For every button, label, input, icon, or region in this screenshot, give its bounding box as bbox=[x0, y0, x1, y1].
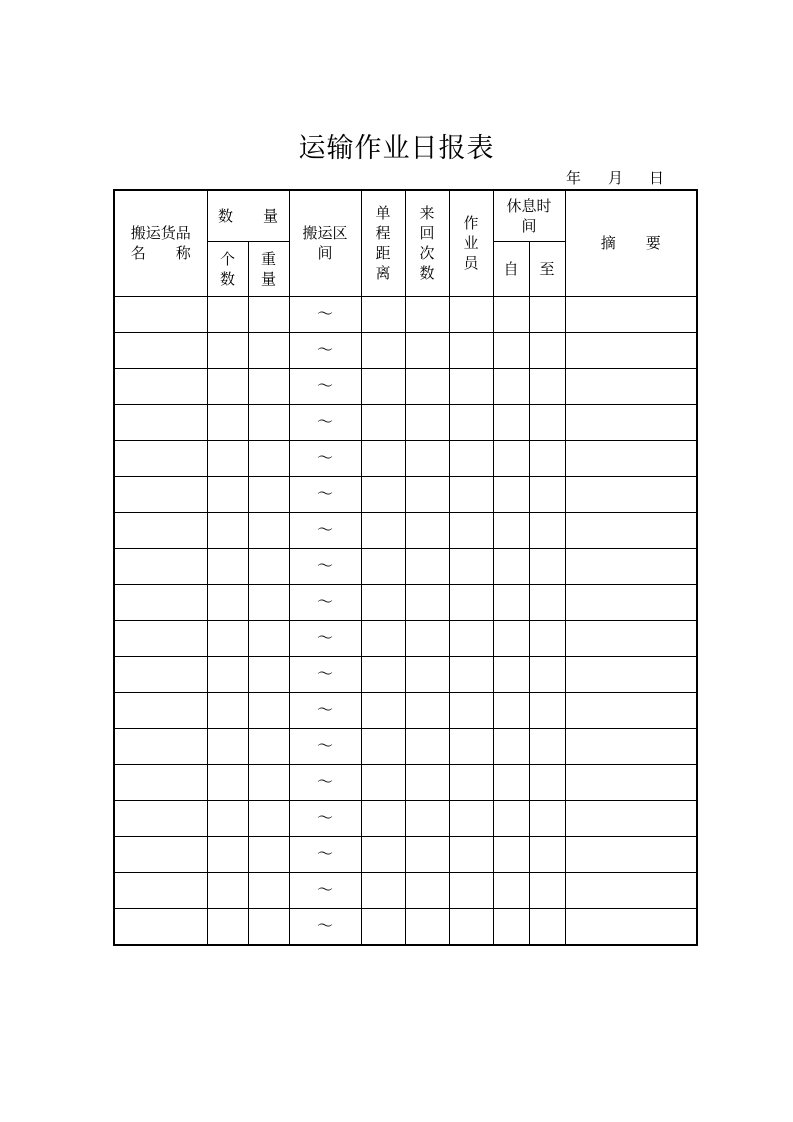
section-cell[interactable] bbox=[289, 872, 361, 908]
table-row bbox=[114, 368, 697, 404]
operator-cell[interactable] bbox=[449, 476, 493, 512]
table-row bbox=[114, 548, 697, 584]
round-trips-cell[interactable] bbox=[405, 728, 449, 764]
header-rest-to: 至 bbox=[529, 241, 565, 296]
distance-cell[interactable] bbox=[361, 404, 405, 440]
goods-name-cell[interactable] bbox=[114, 764, 207, 800]
rest-from-cell[interactable] bbox=[493, 440, 529, 476]
distance-cell[interactable] bbox=[361, 332, 405, 368]
summary-cell[interactable] bbox=[565, 764, 697, 800]
rest-from-cell[interactable] bbox=[493, 296, 529, 332]
range-separator: ～ bbox=[317, 484, 334, 503]
rest-to-cell[interactable] bbox=[529, 620, 565, 656]
weight-cell[interactable] bbox=[248, 404, 289, 440]
report-table bbox=[113, 189, 698, 946]
operator-cell[interactable] bbox=[449, 548, 493, 584]
distance-cell[interactable] bbox=[361, 476, 405, 512]
section-cell[interactable] bbox=[289, 548, 361, 584]
count-cell[interactable] bbox=[207, 692, 248, 728]
distance-cell[interactable] bbox=[361, 296, 405, 332]
round-trips-cell[interactable] bbox=[405, 656, 449, 692]
weight-cell[interactable] bbox=[248, 872, 289, 908]
goods-name-cell[interactable] bbox=[114, 584, 207, 620]
weight-cell[interactable] bbox=[248, 656, 289, 692]
range-separator: ～ bbox=[317, 448, 334, 467]
summary-cell[interactable] bbox=[565, 368, 697, 404]
round-trips-cell[interactable] bbox=[405, 764, 449, 800]
weight-cell[interactable] bbox=[248, 584, 289, 620]
header-section: 搬运区 间 bbox=[289, 190, 361, 296]
operator-cell[interactable] bbox=[449, 512, 493, 548]
round-trips-cell[interactable] bbox=[405, 512, 449, 548]
section-cell[interactable] bbox=[289, 656, 361, 692]
rest-from-cell[interactable] bbox=[493, 476, 529, 512]
count-cell[interactable] bbox=[207, 404, 248, 440]
round-trips-cell[interactable] bbox=[405, 908, 449, 945]
round-trips-cell[interactable] bbox=[405, 548, 449, 584]
table-row bbox=[114, 584, 697, 620]
distance-cell[interactable] bbox=[361, 872, 405, 908]
summary-cell[interactable] bbox=[565, 512, 697, 548]
range-separator: ～ bbox=[317, 736, 334, 755]
header-goods-name: 搬运货品 名 称 bbox=[114, 190, 207, 296]
table-row bbox=[114, 512, 697, 548]
operator-cell[interactable] bbox=[449, 656, 493, 692]
section-cell[interactable] bbox=[289, 908, 361, 945]
round-trips-cell[interactable] bbox=[405, 332, 449, 368]
range-separator: ～ bbox=[317, 592, 334, 611]
table-row bbox=[114, 656, 697, 692]
weight-cell[interactable] bbox=[248, 764, 289, 800]
rest-from-cell[interactable] bbox=[493, 656, 529, 692]
distance-cell[interactable] bbox=[361, 548, 405, 584]
section-cell[interactable] bbox=[289, 764, 361, 800]
summary-cell[interactable] bbox=[565, 620, 697, 656]
range-separator: ～ bbox=[317, 916, 334, 935]
header-one-way-distance: 单 程 距 离 bbox=[361, 190, 405, 296]
round-trips-cell[interactable] bbox=[405, 476, 449, 512]
table-row bbox=[114, 476, 697, 512]
summary-cell[interactable] bbox=[565, 656, 697, 692]
weight-cell[interactable] bbox=[248, 728, 289, 764]
section-cell[interactable] bbox=[289, 332, 361, 368]
table-row bbox=[114, 728, 697, 764]
distance-cell[interactable] bbox=[361, 764, 405, 800]
round-trips-cell[interactable] bbox=[405, 440, 449, 476]
weight-cell[interactable] bbox=[248, 476, 289, 512]
distance-cell[interactable] bbox=[361, 836, 405, 872]
distance-cell[interactable] bbox=[361, 620, 405, 656]
goods-name-cell[interactable] bbox=[114, 620, 207, 656]
rest-from-cell[interactable] bbox=[493, 872, 529, 908]
section-cell[interactable] bbox=[289, 296, 361, 332]
round-trips-cell[interactable] bbox=[405, 620, 449, 656]
count-cell[interactable] bbox=[207, 368, 248, 404]
table-row bbox=[114, 908, 697, 945]
count-cell[interactable] bbox=[207, 872, 248, 908]
table-row bbox=[114, 296, 697, 332]
section-cell[interactable] bbox=[289, 584, 361, 620]
goods-name-cell[interactable] bbox=[114, 512, 207, 548]
range-separator: ～ bbox=[317, 520, 334, 539]
round-trips-cell[interactable] bbox=[405, 872, 449, 908]
count-cell[interactable] bbox=[207, 296, 248, 332]
distance-cell[interactable] bbox=[361, 656, 405, 692]
round-trips-cell[interactable] bbox=[405, 836, 449, 872]
weight-cell[interactable] bbox=[248, 440, 289, 476]
rest-to-cell[interactable] bbox=[529, 512, 565, 548]
goods-name-cell[interactable] bbox=[114, 296, 207, 332]
rest-to-cell[interactable] bbox=[529, 908, 565, 945]
distance-cell[interactable] bbox=[361, 512, 405, 548]
rest-to-cell[interactable] bbox=[529, 836, 565, 872]
operator-cell[interactable] bbox=[449, 440, 493, 476]
date-day-label: 日 bbox=[649, 169, 665, 187]
rest-from-cell[interactable] bbox=[493, 692, 529, 728]
rest-to-cell[interactable] bbox=[529, 764, 565, 800]
distance-cell[interactable] bbox=[361, 368, 405, 404]
distance-cell[interactable] bbox=[361, 440, 405, 476]
count-cell[interactable] bbox=[207, 584, 248, 620]
range-separator: ～ bbox=[317, 556, 334, 575]
rest-from-cell[interactable] bbox=[493, 512, 529, 548]
weight-cell[interactable] bbox=[248, 908, 289, 945]
rest-from-cell[interactable] bbox=[493, 584, 529, 620]
weight-cell[interactable] bbox=[248, 836, 289, 872]
section-cell[interactable] bbox=[289, 368, 361, 404]
goods-name-cell[interactable] bbox=[114, 656, 207, 692]
count-cell[interactable] bbox=[207, 656, 248, 692]
rest-from-cell[interactable] bbox=[493, 332, 529, 368]
operator-cell[interactable] bbox=[449, 620, 493, 656]
rest-to-cell[interactable] bbox=[529, 584, 565, 620]
round-trips-cell[interactable] bbox=[405, 800, 449, 836]
weight-cell[interactable] bbox=[248, 800, 289, 836]
operator-cell[interactable] bbox=[449, 692, 493, 728]
summary-cell[interactable] bbox=[565, 908, 697, 945]
round-trips-cell[interactable] bbox=[405, 692, 449, 728]
weight-cell[interactable] bbox=[248, 512, 289, 548]
goods-name-cell[interactable] bbox=[114, 332, 207, 368]
range-separator: ～ bbox=[317, 700, 334, 719]
rest-to-cell[interactable] bbox=[529, 656, 565, 692]
rest-to-cell[interactable] bbox=[529, 548, 565, 584]
count-cell[interactable] bbox=[207, 764, 248, 800]
rest-to-cell[interactable] bbox=[529, 332, 565, 368]
range-separator: ～ bbox=[317, 808, 334, 827]
header-operator: 作 业 员 bbox=[449, 190, 493, 296]
header-rest-from: 自 bbox=[493, 241, 529, 296]
operator-cell[interactable] bbox=[449, 368, 493, 404]
section-cell[interactable] bbox=[289, 620, 361, 656]
section-cell[interactable] bbox=[289, 440, 361, 476]
section-cell[interactable] bbox=[289, 800, 361, 836]
summary-cell[interactable] bbox=[565, 548, 697, 584]
range-separator: ～ bbox=[317, 772, 334, 791]
rest-to-cell[interactable] bbox=[529, 728, 565, 764]
count-cell[interactable] bbox=[207, 332, 248, 368]
section-cell[interactable] bbox=[289, 836, 361, 872]
header-count: 个 数 bbox=[207, 241, 248, 296]
rest-from-cell[interactable] bbox=[493, 404, 529, 440]
range-separator: ～ bbox=[317, 340, 334, 359]
range-separator: ～ bbox=[317, 304, 334, 323]
rest-to-cell[interactable] bbox=[529, 296, 565, 332]
distance-cell[interactable] bbox=[361, 800, 405, 836]
distance-cell[interactable] bbox=[361, 728, 405, 764]
table-row bbox=[114, 764, 697, 800]
distance-cell[interactable] bbox=[361, 584, 405, 620]
header-weight: 重 量 bbox=[248, 241, 289, 296]
distance-cell[interactable] bbox=[361, 908, 405, 945]
round-trips-cell[interactable] bbox=[405, 368, 449, 404]
range-separator: ～ bbox=[317, 880, 334, 899]
page-title: 运输作业日报表 bbox=[298, 133, 495, 164]
summary-cell[interactable] bbox=[565, 296, 697, 332]
range-separator: ～ bbox=[317, 844, 334, 863]
header-round-trips: 来 回 次 数 bbox=[405, 190, 449, 296]
summary-cell[interactable] bbox=[565, 692, 697, 728]
table-row bbox=[114, 332, 697, 368]
weight-cell[interactable] bbox=[248, 368, 289, 404]
section-cell[interactable] bbox=[289, 728, 361, 764]
table-row bbox=[114, 620, 697, 656]
rest-to-cell[interactable] bbox=[529, 476, 565, 512]
rest-to-cell[interactable] bbox=[529, 440, 565, 476]
weight-cell[interactable] bbox=[248, 692, 289, 728]
goods-name-cell[interactable] bbox=[114, 692, 207, 728]
operator-cell[interactable] bbox=[449, 332, 493, 368]
summary-cell[interactable] bbox=[565, 404, 697, 440]
summary-cell[interactable] bbox=[565, 872, 697, 908]
date-year-label: 年 bbox=[566, 169, 582, 187]
rest-from-cell[interactable] bbox=[493, 836, 529, 872]
count-cell[interactable] bbox=[207, 548, 248, 584]
header-quantity: 数 量 bbox=[207, 190, 289, 241]
rest-from-cell[interactable] bbox=[493, 620, 529, 656]
goods-name-cell[interactable] bbox=[114, 872, 207, 908]
goods-name-cell[interactable] bbox=[114, 836, 207, 872]
goods-name-cell[interactable] bbox=[114, 548, 207, 584]
operator-cell[interactable] bbox=[449, 404, 493, 440]
weight-cell[interactable] bbox=[248, 296, 289, 332]
goods-name-cell[interactable] bbox=[114, 908, 207, 945]
header-rest-time: 休息时 间 bbox=[493, 190, 565, 241]
range-separator: ～ bbox=[317, 664, 334, 683]
count-cell[interactable] bbox=[207, 476, 248, 512]
operator-cell[interactable] bbox=[449, 908, 493, 945]
operator-cell[interactable] bbox=[449, 728, 493, 764]
goods-name-cell[interactable] bbox=[114, 404, 207, 440]
count-cell[interactable] bbox=[207, 728, 248, 764]
summary-cell[interactable] bbox=[565, 836, 697, 872]
summary-cell[interactable] bbox=[565, 800, 697, 836]
count-cell[interactable] bbox=[207, 836, 248, 872]
section-cell[interactable] bbox=[289, 476, 361, 512]
rest-from-cell[interactable] bbox=[493, 548, 529, 584]
goods-name-cell[interactable] bbox=[114, 800, 207, 836]
summary-cell[interactable] bbox=[565, 440, 697, 476]
rest-from-cell[interactable] bbox=[493, 764, 529, 800]
rest-to-cell[interactable] bbox=[529, 692, 565, 728]
rest-from-cell[interactable] bbox=[493, 368, 529, 404]
count-cell[interactable] bbox=[207, 512, 248, 548]
section-cell[interactable] bbox=[289, 692, 361, 728]
table-row bbox=[114, 872, 697, 908]
table-row bbox=[114, 836, 697, 872]
operator-cell[interactable] bbox=[449, 836, 493, 872]
rest-to-cell[interactable] bbox=[529, 368, 565, 404]
rest-from-cell[interactable] bbox=[493, 800, 529, 836]
table-row bbox=[114, 440, 697, 476]
summary-cell[interactable] bbox=[565, 476, 697, 512]
rest-from-cell[interactable] bbox=[493, 728, 529, 764]
range-separator: ～ bbox=[317, 628, 334, 647]
date-month-label: 月 bbox=[608, 169, 624, 187]
rest-from-cell[interactable] bbox=[493, 908, 529, 945]
weight-cell[interactable] bbox=[248, 332, 289, 368]
operator-cell[interactable] bbox=[449, 872, 493, 908]
goods-name-cell[interactable] bbox=[114, 476, 207, 512]
goods-name-cell[interactable] bbox=[114, 368, 207, 404]
rest-to-cell[interactable] bbox=[529, 404, 565, 440]
count-cell[interactable] bbox=[207, 800, 248, 836]
weight-cell[interactable] bbox=[248, 548, 289, 584]
round-trips-cell[interactable] bbox=[405, 404, 449, 440]
summary-cell[interactable] bbox=[565, 728, 697, 764]
round-trips-cell[interactable] bbox=[405, 584, 449, 620]
summary-cell[interactable] bbox=[565, 584, 697, 620]
operator-cell[interactable] bbox=[449, 296, 493, 332]
goods-name-cell[interactable] bbox=[114, 440, 207, 476]
goods-name-cell[interactable] bbox=[114, 728, 207, 764]
table-row bbox=[114, 692, 697, 728]
table-row bbox=[114, 404, 697, 440]
operator-cell[interactable] bbox=[449, 764, 493, 800]
section-cell[interactable] bbox=[289, 512, 361, 548]
operator-cell[interactable] bbox=[449, 584, 493, 620]
operator-cell[interactable] bbox=[449, 800, 493, 836]
header-summary: 摘 要 bbox=[565, 190, 697, 296]
range-separator: ～ bbox=[317, 412, 334, 431]
table-row bbox=[114, 800, 697, 836]
count-cell[interactable] bbox=[207, 440, 248, 476]
range-separator: ～ bbox=[317, 376, 334, 395]
rest-to-cell[interactable] bbox=[529, 872, 565, 908]
header-row-1 bbox=[114, 190, 697, 241]
summary-cell[interactable] bbox=[565, 332, 697, 368]
section-cell[interactable] bbox=[289, 404, 361, 440]
rest-to-cell[interactable] bbox=[529, 800, 565, 836]
count-cell[interactable] bbox=[207, 620, 248, 656]
round-trips-cell[interactable] bbox=[405, 296, 449, 332]
count-cell[interactable] bbox=[207, 908, 248, 945]
weight-cell[interactable] bbox=[248, 620, 289, 656]
distance-cell[interactable] bbox=[361, 692, 405, 728]
